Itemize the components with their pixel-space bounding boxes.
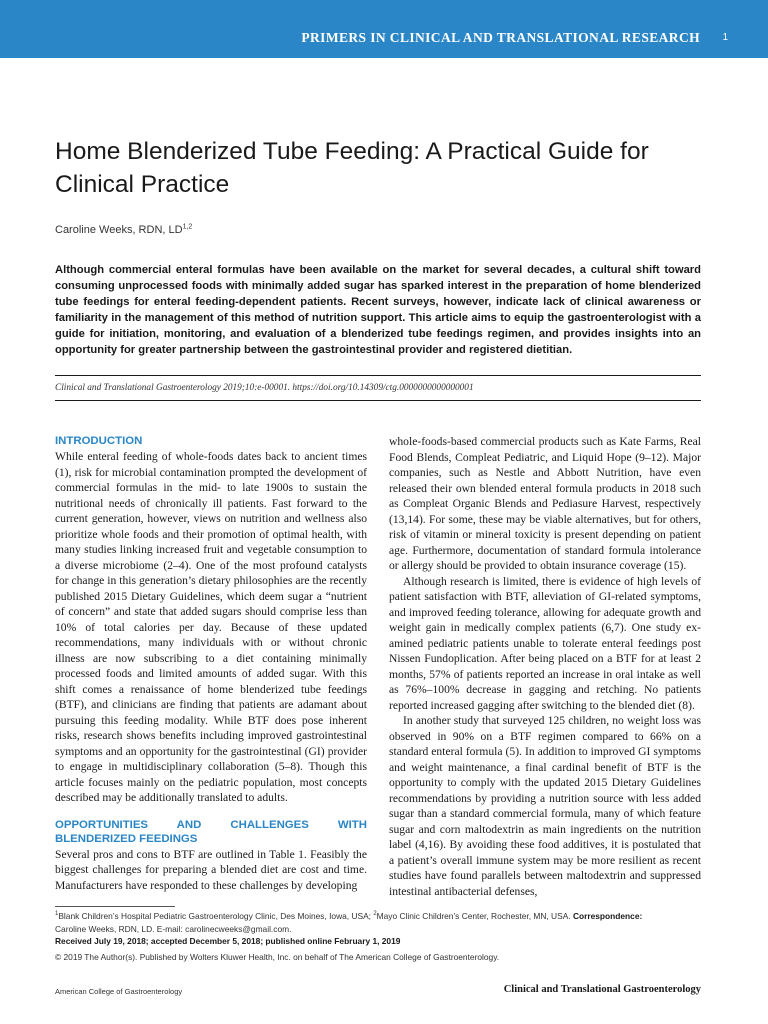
correspondence-label: Correspondence: (572, 911, 643, 921)
article-dates: Received July 19, 2018; accepted December 5, 2018; published online February 1, 2019 (55, 936, 401, 946)
journal-section-title: PRIMERS IN CLINICAL AND TRANSLATIONAL RESEARCH (301, 30, 700, 45)
author-affiliation-marks: 1,2 (182, 223, 193, 231)
paragraph: Several pros and cons to BTF are outlined in Table 1. Feasibly the biggest challenges for preparing a blended diet are cost and time. Manufacturers have responded to these challenges by developing (55, 847, 367, 892)
citation-line: Clinical and Translational Gastroenterology 2019;10:e-00001. https://doi.org/10.14309/ctg.0000000000000001 (55, 383, 474, 393)
paragraph: While enteral feeding of whole-foods dates back to ancient times (1), risk for microbial contamination prompted the development of commercial formulas in the mid- to late 1900s to sustain the nutritional needs of chronically ill patients. Fast forward to the current generation, however, views on nutrition and wellness also prioritize whole foods and their promotion of optimal health, with many studies linking increased fruit and vegetable consumption to a diverse microbiome (2–4). One of the most profound catalysts for change in this generation’s dietary philosophies are the recently published 2015 Dietary Guidelines, which deem sugar a “nutrient of concern” and state that added sugars should comprise less than 10% of total calories per day. Because of these updated recommendations, many individuals with or without chronic illness are now subscribing to a diet containing minimally processed foods and limited amounts of added sugar. With this shift comes a renaissance of home blenderized tube feedings (BTF), and clinicians are finding that patients are adamant about pursuing this feeding modality. While BTF does pose inherent risks, research shows benefits including improved gastrointestinal symptoms and an opportunity for the gastrointestinal (GI) provider to engage in multidisciplinary collaboration (5–8). Though this article focuses mainly on the pediatric population, most concepts described may be additionally translated to adults. (55, 450, 367, 804)
affiliation-2: Mayo Clinic Children’s Center, Rochester, MN, USA. (376, 911, 573, 921)
section-heading-introduction: INTRODUCTION (55, 435, 143, 447)
paragraph: In another study that surveyed 125 children, no weight loss was observed in 90% on a BTF regimen compared to 66% on a standard enteral formula (5). In addition to improved GI symptoms and weight maintenance, a final cardinal benefit of BTF is the opportunity to comply with the updated 2015 Dietary Guidelines recommendations by providing a nutrition source with less added sugar than a standard commercial formula, many of which feature sugar and corn maltodextrin as main ingredients on the nutrition label (4,16). By avoiding these food additives, it is postulated that a patient’s overall immune system may be more resilient as recent studies have found parallels between maltodextrin and suppressed intestinal antibacterial defenses, (389, 714, 701, 898)
footer-publisher: American College of Gastroenterology (55, 987, 183, 996)
abstract: Although commercial enteral formulas have been available on the market for several decades, a cultural shift toward consuming unprocessed foods with minimally added sugar has sparked interest in the preparation of home blenderized tube feedings for enteral feeding-dependent patients. Recent surveys, however, indicate lack of clinical awareness or familiarity in the management of this method of nutrition support. This article aims to equip the gastroenterologist with a guide for initiation, monitoring, and evaluation of a blenderized tube feedings regimen, and provides insights into an opportunity for greater partnership between the gastrointestinal provider and registered dietitian. (55, 264, 701, 356)
author-name: Caroline Weeks, RDN, LD (55, 224, 183, 236)
affiliation-1: Blank Children’s Hospital Pediatric Gastroenterology Clinic, Des Moines, Iowa, USA; (58, 911, 374, 921)
journal-banner (0, 0, 768, 58)
abstract-divider-bottom (55, 400, 701, 401)
body-column-left (55, 434, 367, 893)
paragraph: whole-foods-based commercial products such as Kate Farms, Real Food Blends, Compleat Pediatric, and Liquid Hope (9–12). Major companies, such as Nestle and Abbott Nutrition, have even released their own blended enteral formula products in 2018 such as Compleat Organic Blends and Pediasure Harvest, respectively (13,14). For some, these may be viable alternatives, but for others, risk of vitamin or mineral toxicity is present depending on patient age. Furthermore, documentation of standard formula intolerance or allergy should be provided to obtain insurance coverage (15). (389, 435, 701, 572)
affiliation-mark: 1 (55, 911, 59, 918)
correspondence-info: Caroline Weeks, RDN, LD. E-mail: carolinecweeks@gmail.com. (55, 923, 292, 934)
footer-journal-name: Clinical and Translational Gastroenterology (503, 984, 701, 995)
footnote-divider (55, 906, 175, 907)
page-number: 1 (722, 32, 728, 43)
copyright-notice: © 2019 The Author(s). Published by Wolters Kluwer Health, Inc. on behalf of The American College of Gastroenterology. (55, 951, 500, 962)
footnotes (55, 910, 705, 963)
affiliation-mark: 2 (373, 911, 377, 918)
affiliations (55, 910, 705, 923)
author-line (55, 224, 192, 236)
abstract-divider-top (55, 375, 701, 376)
article-title: Home Blenderized Tube Feeding: A Practical Guide for Clinical Practice (55, 138, 649, 198)
body-column-right (389, 434, 701, 899)
section-heading-opportunities: OPPORTUNITIES AND CHALLENGES WITH BLENDERIZED FEEDINGS (55, 818, 367, 845)
paragraph: Although research is limited, there is evidence of high levels of patient satisfaction with BTF, alleviation of GI-related symptoms, and improved feeding tolerance, allowing for adequate growth and weight gain in medically complex patients (6,7). One study examined pediatric patients unable to tolerate enteral feedings post Nissen Fundoplication. After being placed on a BTF for at least 2 months, 57% of patients reported an increase in oral intake as well as 76%–100% decrease in gagging and retching. No patients reported increased gagging after switching to the blended diet (8). (389, 574, 701, 712)
